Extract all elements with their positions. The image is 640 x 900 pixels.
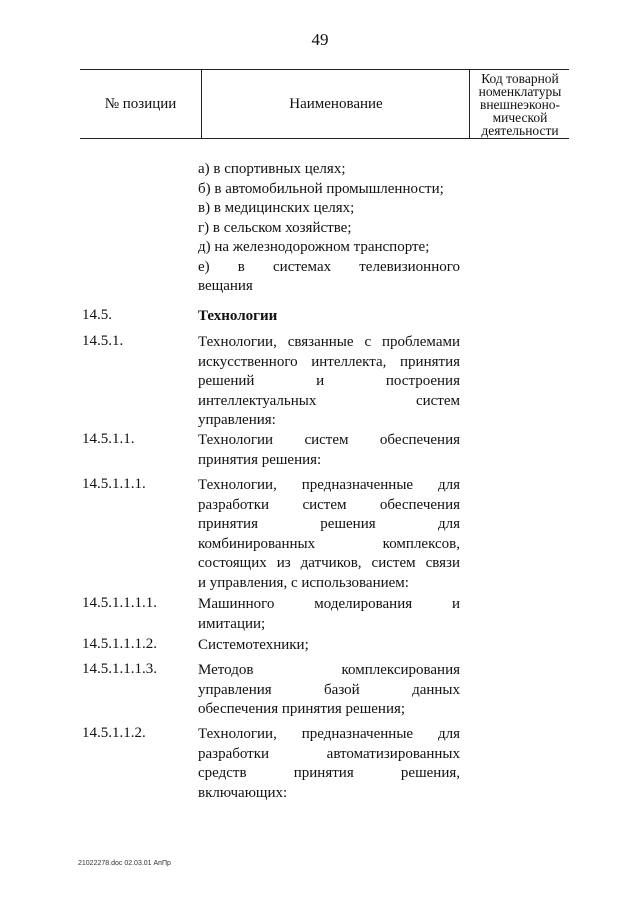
entry-line: Технологии, предназначенные для [198,726,460,742]
list-item: в) в медицинских целях; [198,200,355,216]
list-item: вещания [198,278,253,294]
page-number: 49 [311,30,329,49]
list-item: а) в спортивных целях; [198,161,346,177]
list-item: д) на железнодорожном транспорте; [198,239,430,255]
header-name-column: Наименование [201,70,470,138]
entry-number: 14.5.1. [82,333,124,349]
entry-line: Технологии, предназначенные для [198,477,460,493]
entry-line: имитации; [198,615,266,632]
entry-line: Методов комплексирования [198,662,460,678]
entry-number: 14.5.1.1. [82,431,135,447]
footer-note: 21022278.doc 02.03.01 АпПр [78,860,171,867]
list-item: г) в сельском хозяйстве; [198,219,352,236]
entry-text [198,333,460,431]
entry-text [198,725,460,803]
entry-line: разработки автоматизированных [198,745,460,762]
entry-text [198,661,460,720]
entry-line: Технологии [198,308,278,324]
list-item: е) в системах телевизионного [198,258,460,275]
table-header [80,69,569,139]
entry-line: управления базой данных [198,681,460,698]
entry-line: принятия решения для [198,516,460,532]
entry-number: 14.5.1.1.1. [82,476,146,492]
entry-line: состоящих из датчиков, систем связи [198,555,460,571]
entry-line: включающих: [198,784,288,801]
header-code-line: внешнеэконо- [479,96,561,112]
entry-number: 14.5.1.1.1.2. [82,636,157,652]
entry-text [198,636,460,656]
entry-number: 14.5.1.1.2. [82,725,146,741]
application-list [198,160,460,297]
header-code-line: номенклатуры [478,83,562,99]
entry-number: 14.5.1.1.1.3. [82,661,157,677]
entry-line: Системотехники; [198,637,309,653]
entry-line: разработки систем обеспечения [198,496,460,513]
header-position-column: № позиции [104,95,177,112]
entry-text [198,431,460,470]
entry-line: и управления, с использованием: [198,574,409,591]
entry-line: принятия решения: [198,451,322,468]
header-code-line: мической [492,109,548,125]
entry-line: интеллектуальных систем [198,392,460,409]
entry-line: Технологии систем обеспечения [198,432,460,448]
entry-line: управления: [198,412,276,428]
entry-line: обеспечения принятия решения; [198,701,406,717]
list-item: б) в автомобильной промышленности; [198,180,444,197]
entry-line: Технологии, связанные с проблемами [198,334,460,350]
entry-line: комбинированных комплексов, [198,535,460,552]
entry-number: 14.5.1.1.1.1. [82,595,157,611]
header-code-line: деятельности [481,122,559,138]
entry-text [198,595,460,634]
entry-text [198,476,460,593]
entry-line: искусственного интеллекта, принятия [198,353,460,370]
entry-line: решений и построения [198,373,460,389]
entry-number: 14.5. [82,307,112,323]
entry-line: Машинного моделирования и [198,596,460,612]
header-code-line: Код товарной [481,70,559,86]
entry-text [198,307,460,327]
entry-line: средств принятия решения, [198,765,460,781]
header-code-column [469,70,570,138]
